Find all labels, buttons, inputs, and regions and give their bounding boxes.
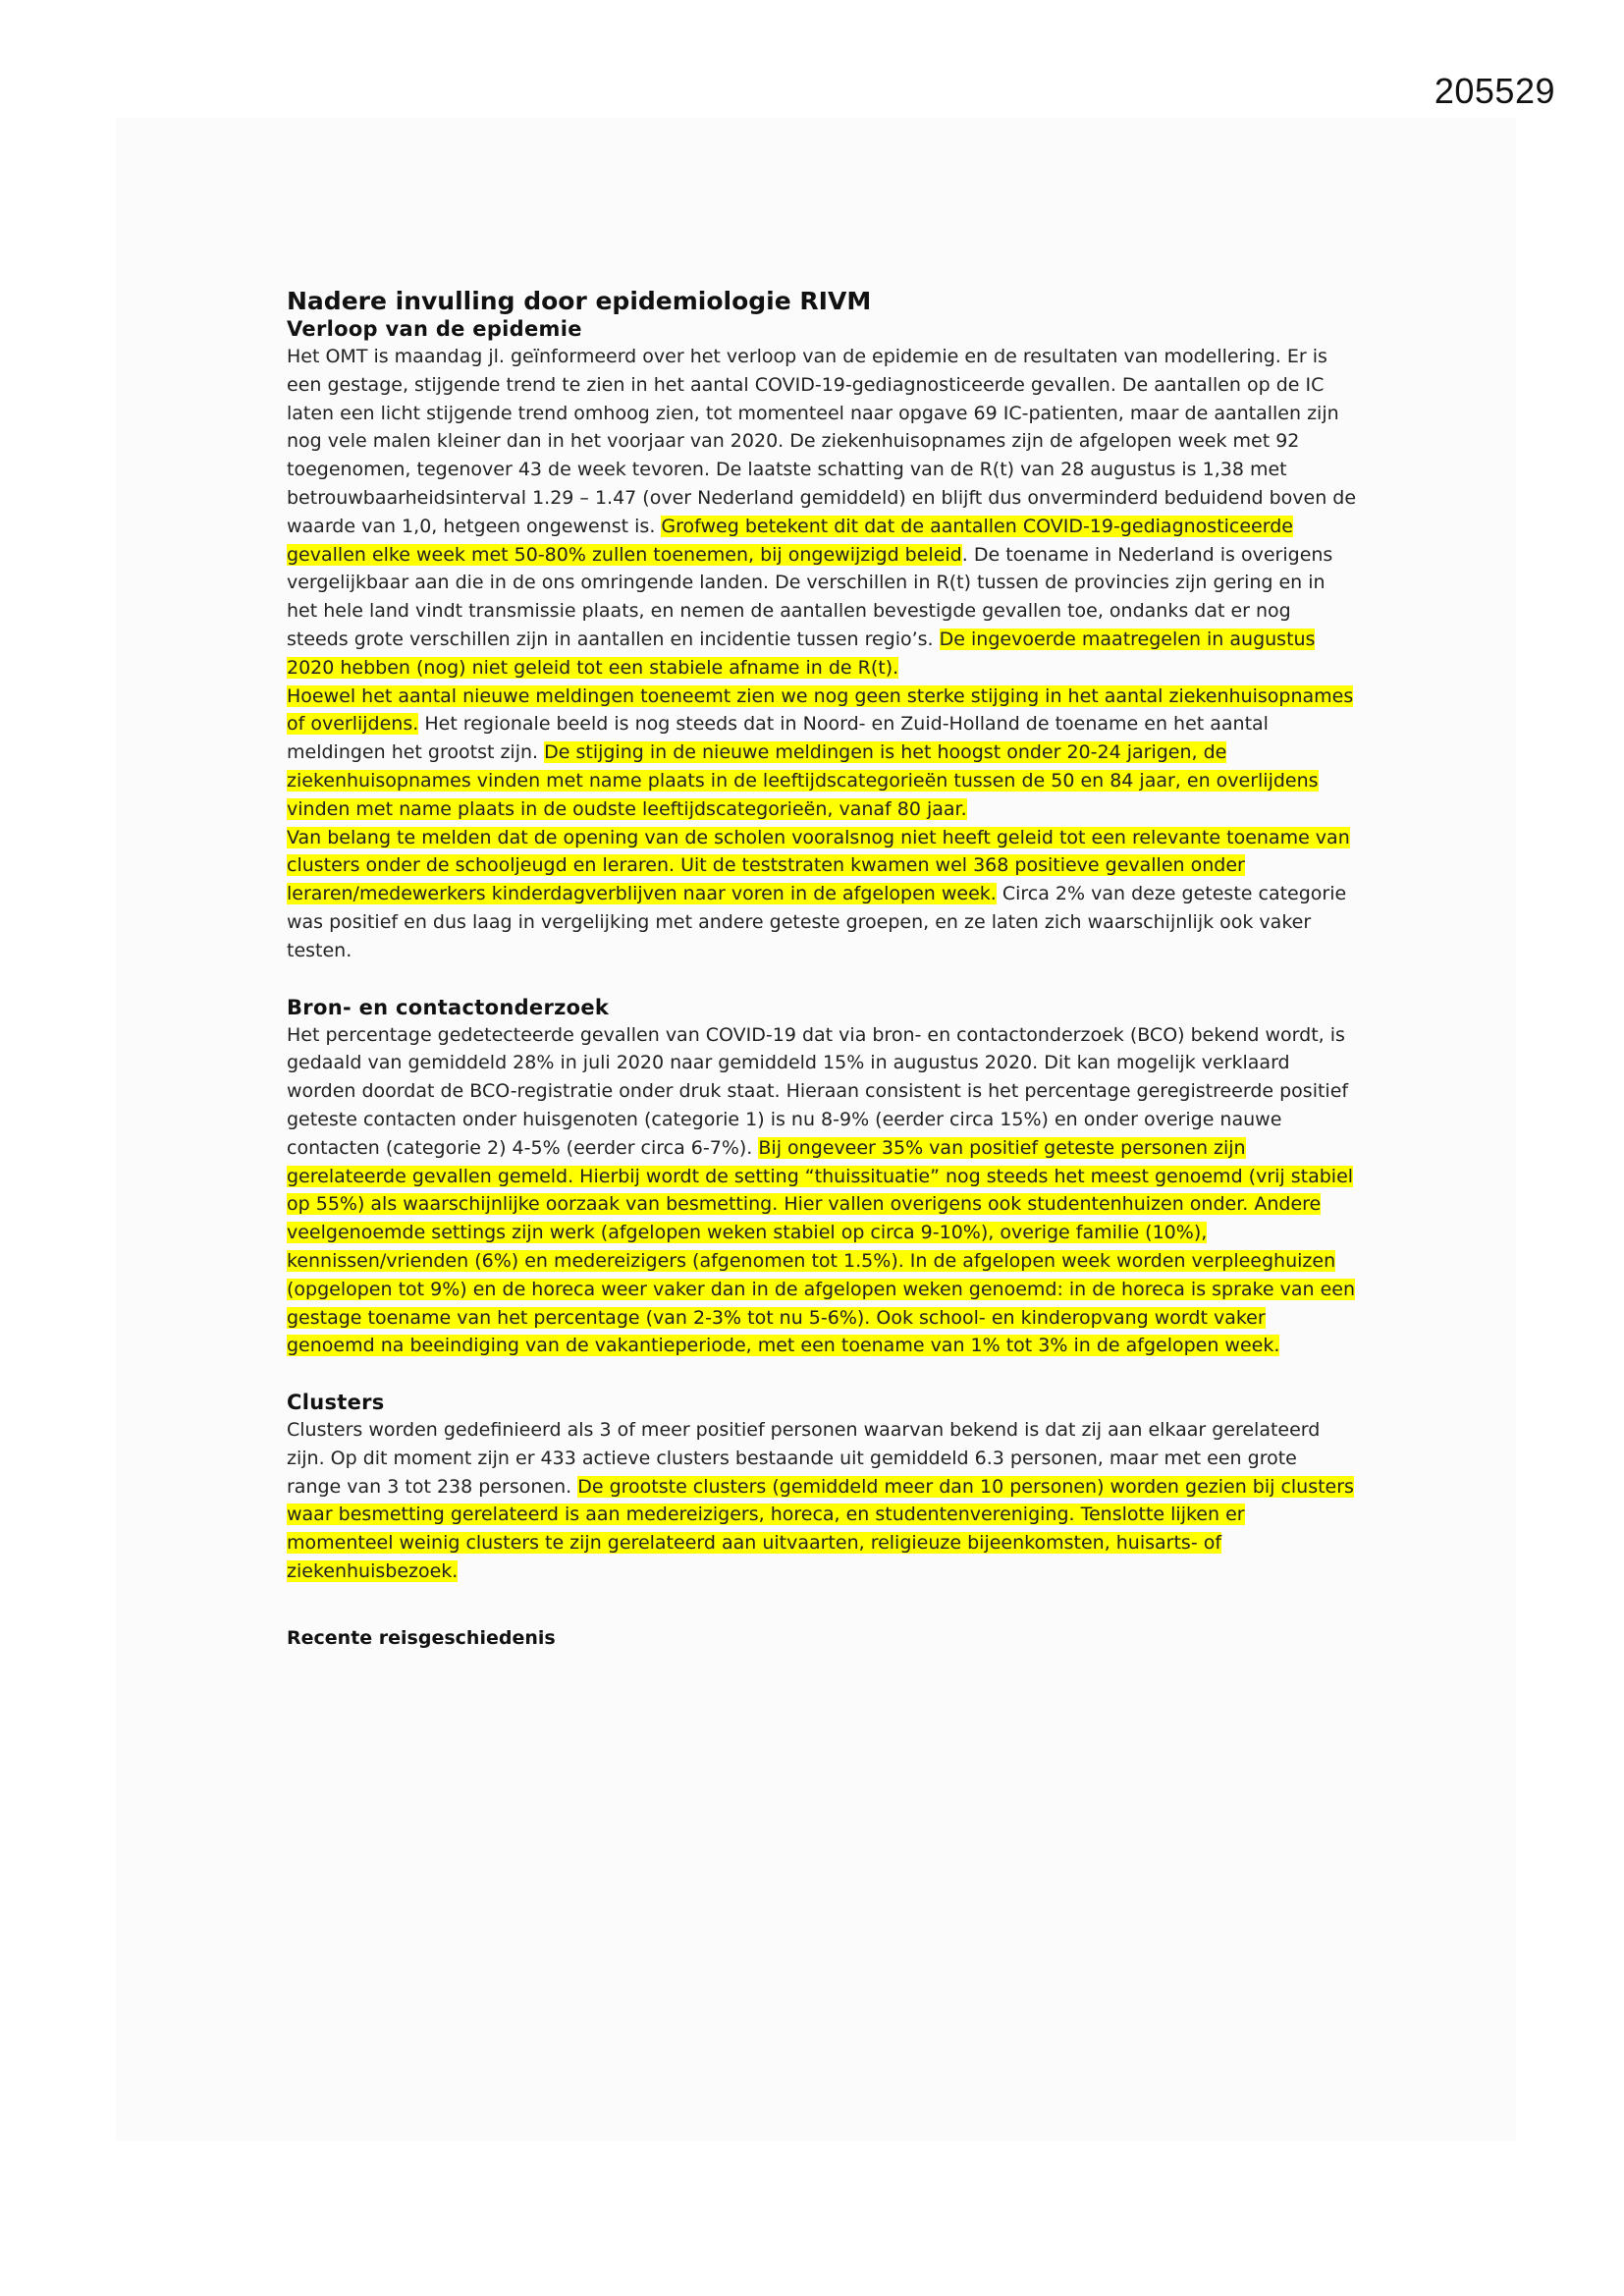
document-content: [287, 287, 1357, 1651]
text-run: Circa 2% van deze geteste categorie was positief en dus laag in vergelijking met andere geteste groepen, en ze laten zich waarschijnlijk ook vaker testen.: [287, 883, 1347, 961]
paragraph: [287, 1416, 1357, 1586]
highlighted-text: Hoewel het aantal nieuwe meldingen toeneemt zien we nog geen sterke stijging in het aantal ziekenhuisopnames of overlijdens.: [287, 684, 1354, 736]
text-run: Het regionale beeld is nog steeds dat in Noord- en Zuid-Holland de toename en het aantal meldingen het grootst zijn.: [287, 713, 1269, 764]
highlighted-text: De stijging in de nieuwe meldingen is het hoogst onder 20-24 jarigen, de ziekenhuisopnames vinden met name plaats in de leeftijdscategorieën tussen de 50 en 84 jaar, en overlijdens vinden met name plaats in de oudste leeftijdscategorieën, vanaf 80 jaar.: [287, 741, 1319, 820]
highlighted-text: De grootste clusters (gemiddeld meer dan 10 personen) worden gezien bij clusters waar besmetting gerelateerd is aan medereizigers, horeca, en studentenvereniging. Tenslotte lijken er momenteel weinig clusters te zijn gerelateerd aan uitvaarten, religieuze bijeenkomsten, huisarts- of ziekenhuisbezoek.: [287, 1475, 1354, 1583]
section-heading-reisgeschiedenis: Recente reisgeschiedenis: [287, 1626, 556, 1649]
highlighted-text: Grofweg betekent dit dat de aantallen COVID-19-gediagnosticeerde gevallen elke week met 50-80% zullen toenemen, bij ongewijzigd beleid: [287, 515, 1293, 566]
document-number: 205529: [1434, 71, 1555, 111]
document-title: Nadere invulling door epidemiologie RIVM: [287, 287, 872, 315]
highlighted-text: Bij ongeveer 35% van positief geteste personen zijn gerelateerde gevallen gemeld. Hierbij wordt de setting “thuissituatie” nog steeds het meest genoemd (vrij stabiel op 55%) als waarschijnlijke oorzaak van besmetting. Hier vallen overigens ook studentenhuizen onder. Andere veelgenoemde settings zijn werk (afgelopen weken stabiel op circa 9-10%), overige familie (10%), kennissen/vrienden (6%) en medereizigers (afgenomen tot 1.5%). In de afgelopen week worden verpleeghuizen (opgelopen tot 9%) en de horeca weer vaker dan in de afgelopen weken genoemd: in de horeca is sprake van een gestage toename van het percentage (van 2-3% tot nu 5-6%). Ook school- en kinderopvang wordt vaker genoemd na beeindiging van de vakantieperiode, met een toename van 1% tot 3% in de afgelopen week.: [287, 1136, 1356, 1357]
text-run: Het OMT is maandag jl. geïnformeerd over het verloop van de epidemie en de resultaten van modellering. Er is een gestage, stijgende trend te zien in het aantal COVID-19-gediagnosticeerde gevallen. De aantallen op de IC laten een licht stijgende trend omhoog zien, tot momenteel naar opgave 69 IC-patienten, maar de aantallen zijn nog vele malen kleiner dan in het voorjaar van 2020. De ziekenhuisopnames zijn de afgelopen week met 92 toegenomen, tegenover 43 de week tevoren. De laatste schatting van de R(t) van 28 augustus is 1,38 met betrouwbaarheidsinterval 1.29 – 1.47 (over Nederland gemiddeld) en blijft dus onverminderd beduidend boven de waarde van 1,0, hetgeen ongewenst is.: [287, 346, 1357, 537]
section-heading-verloop: Verloop van de epidemie: [287, 317, 582, 341]
section-heading-clusters: Clusters: [287, 1391, 385, 1415]
paragraph: [287, 343, 1357, 683]
paragraph: [287, 683, 1357, 824]
text-run: Het percentage gedetecteerde gevallen van COVID-19 dat via bron- en contactonderzoek (BCO) bekend wordt, is gedaald van gemiddeld 28% in juli 2020 naar gemiddeld 15% in augustus 2020. Dit kan mogelijk verklaard worden doordat de BCO-registratie onder druk staat. Hieraan consistent is het percentage geregistreerde positief geteste contacten onder huisgenoten (categorie 1) is nu 8-9% (eerder circa 15%) en onder overige nauwe contacten (categorie 2) 4-5% (eerder circa 6-7%).: [287, 1023, 1349, 1159]
highlighted-text: Van belang te melden dat de opening van de scholen vooralsnog niet heeft geleid tot een relevante toename van clusters onder de schooljeugd en leraren. Uit de teststraten kwamen wel 368 positieve gevallen onder leraren/medewerkers kinderdagverblijven naar voren in de afgelopen week.: [287, 826, 1350, 905]
text-run: Clusters worden gedefinieerd als 3 of meer positief personen waarvan bekend is dat zij aan elkaar gerelateerd zijn. Op dit moment zijn er 433 actieve clusters bestaande uit gemiddeld 6.3 personen, maar met een grote range van 3 tot 238 personen.: [287, 1419, 1321, 1498]
paragraph: [287, 824, 1357, 965]
highlighted-text: De ingevoerde maatregelen in augustus 2020 hebben (nog) niet geleid tot een stabiele afname in de R(t).: [287, 628, 1316, 679]
section-heading-bco: Bron- en contactonderzoek: [287, 995, 610, 1019]
text-run: . De toename in Nederland is overigens vergelijkbaar aan die in de ons omringende landen. De verschillen in R(t) tussen de provincies zijn gering en in het hele land vindt transmissie plaats, en nemen de aantallen bevestigde gevallen toe, ondanks dat er nog steeds grote verschillen zijn in aantallen en incidentie tussen regio’s.: [287, 543, 1333, 650]
paragraph: [287, 1021, 1357, 1361]
